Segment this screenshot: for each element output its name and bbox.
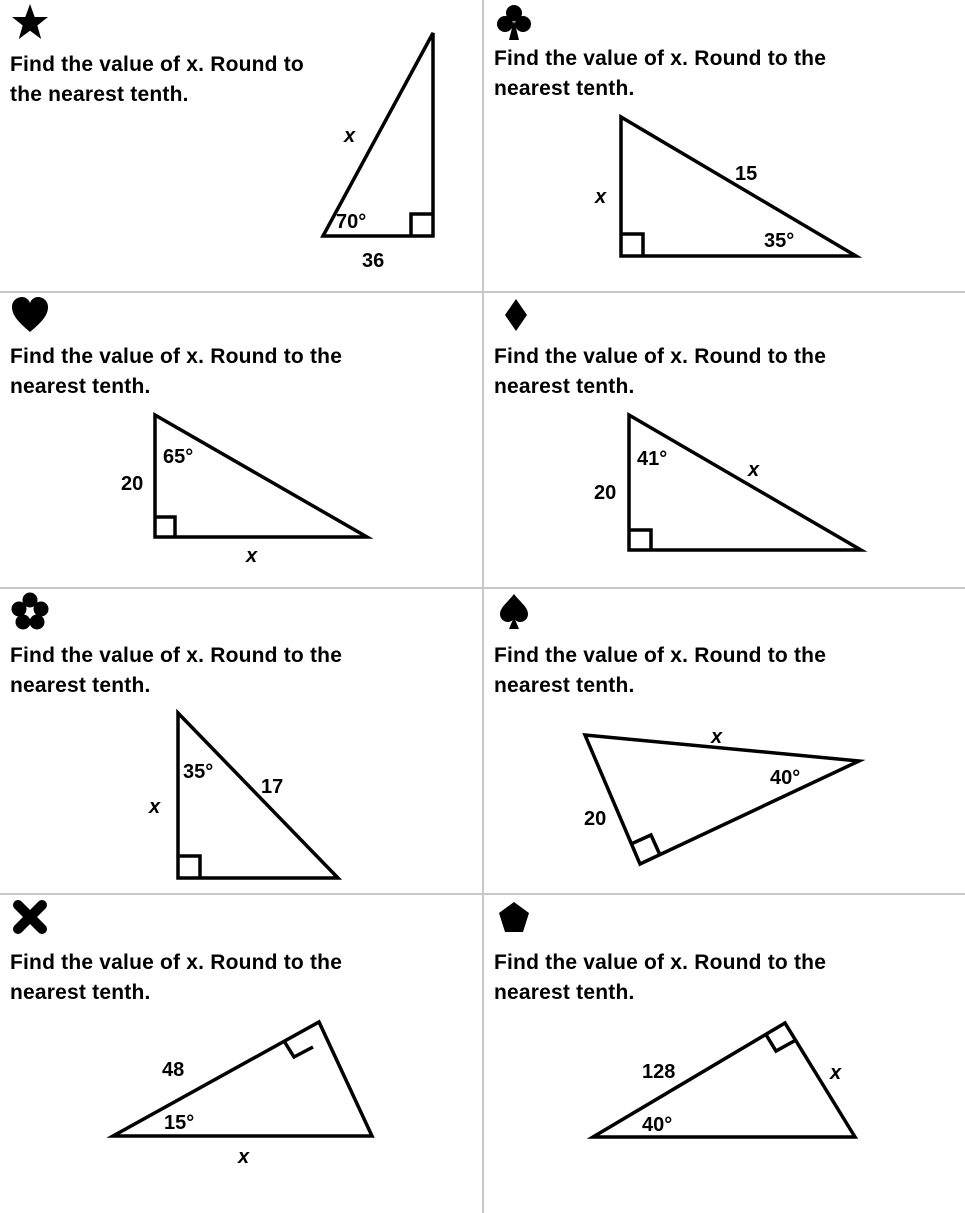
triangle-diagram — [484, 0, 965, 300]
side-label: x — [748, 459, 760, 481]
angle-label: 65° — [163, 446, 194, 468]
problem-prompt: Find the value of x. Round to the nearest tenth. — [494, 345, 827, 398]
angle-label: 35° — [183, 761, 214, 783]
triangle-diagram — [0, 293, 482, 593]
problem-card-flower — [0, 589, 482, 893]
problem-card-diamond — [484, 293, 965, 587]
triangle-diagram — [484, 589, 965, 889]
angle-label: 41° — [637, 448, 668, 470]
side-label: x — [149, 796, 161, 818]
problem-card-cross — [0, 895, 482, 1213]
problem-prompt: Find the value of x. Round to the nearest tenth. — [494, 644, 827, 697]
angle-label: 15° — [164, 1112, 195, 1134]
side-label: x — [595, 186, 607, 208]
triangle-diagram — [0, 895, 482, 1195]
side-label: 128 — [642, 1061, 676, 1083]
problem-card-club — [484, 0, 965, 291]
side-label: 48 — [162, 1059, 185, 1081]
angle-label: 40° — [770, 767, 801, 789]
problem-prompt: Find the value of x. Round to the nearest tenth. — [10, 644, 343, 697]
problem-card-star — [0, 0, 482, 291]
problem-card-pentagon — [484, 895, 965, 1213]
angle-label: 70° — [336, 211, 367, 233]
side-label: 20 — [594, 482, 617, 504]
problem-prompt: Find the value of x. Round to the nearest tenth. — [494, 951, 827, 1004]
side-label: x — [711, 726, 723, 748]
problem-card-heart — [0, 293, 482, 587]
side-label: x — [344, 125, 356, 147]
triangle-diagram — [0, 0, 482, 300]
problem-prompt: Find the value of x. Round to the nearest tenth. — [494, 47, 827, 100]
triangle-diagram — [484, 293, 965, 593]
problem-card-spade — [484, 589, 965, 893]
side-label: 20 — [584, 808, 607, 830]
side-label: x — [246, 545, 258, 567]
triangle-diagram — [0, 589, 482, 889]
side-label: 15 — [735, 163, 758, 185]
angle-label: 35° — [764, 230, 795, 252]
angle-label: 40° — [642, 1114, 673, 1136]
side-label: x — [830, 1062, 842, 1084]
side-label: 17 — [261, 776, 284, 798]
triangle-diagram — [484, 895, 965, 1195]
problem-prompt: Find the value of x. Round to the nearest tenth. — [10, 53, 304, 106]
side-label: 20 — [121, 473, 144, 495]
problem-prompt: Find the value of x. Round to the nearest tenth. — [10, 345, 343, 398]
side-label: 36 — [362, 250, 385, 272]
side-label: x — [238, 1146, 250, 1168]
problem-prompt: Find the value of x. Round to the nearest tenth. — [10, 951, 343, 1004]
